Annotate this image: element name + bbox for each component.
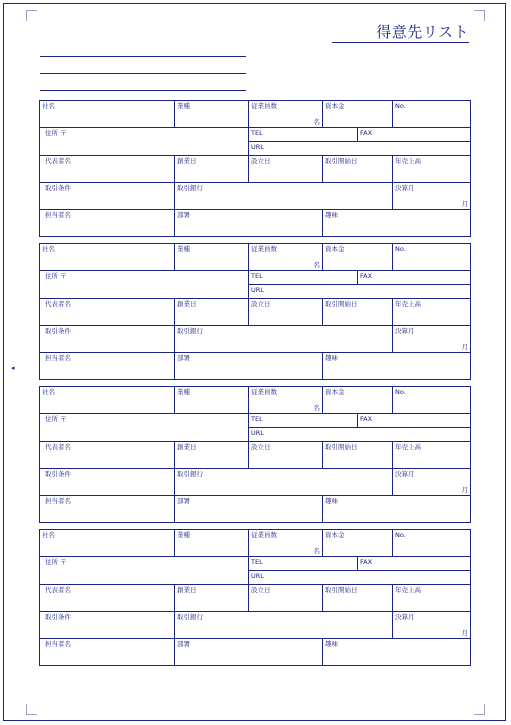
label-contact: 担当者名 [45,640,71,648]
label-trade-terms: 取引条件 [45,184,71,192]
unit-closing-month: 月 [461,629,468,637]
cell-tel[interactable] [249,557,358,571]
label-address: 住所 〒 [45,272,67,280]
cell-trade-terms[interactable] [40,183,175,210]
cell-industry[interactable] [175,387,249,414]
label-representative: 代表者名 [45,586,71,594]
cell-address[interactable] [40,128,249,156]
label-department: 部署 [177,640,190,648]
cell-closing-month[interactable] [393,326,471,353]
label-fax: FAX [360,558,373,566]
cell-contact[interactable] [40,496,175,523]
label-bank: 取引銀行 [177,184,203,192]
label-closing-month: 決算月 [395,470,415,478]
label-trade-start: 取引開始日 [325,300,358,308]
label-department: 部署 [177,354,190,362]
label-representative: 代表者名 [45,300,71,308]
label-founding-date: 創業日 [177,300,197,308]
cell-employees[interactable] [249,101,323,128]
cell-url[interactable] [249,428,471,442]
label-bank: 取引銀行 [177,470,203,478]
cell-representative[interactable] [40,585,175,612]
cell-department[interactable] [175,639,323,666]
label-bank: 取引銀行 [177,327,203,335]
cell-company[interactable] [40,530,175,557]
blank-line[interactable] [40,90,246,91]
unit-closing-month: 月 [461,200,468,208]
label-tel: TEL [251,129,263,137]
label-company: 社名 [42,531,55,539]
label-department: 部署 [177,497,190,505]
cell-address[interactable] [40,557,249,585]
label-bank: 取引銀行 [177,613,203,621]
label-industry: 業種 [177,245,190,253]
cell-employees[interactable] [249,530,323,557]
cell-no[interactable] [393,244,471,271]
cell-established[interactable] [249,156,323,183]
cell-representative[interactable] [40,156,175,183]
cell-established[interactable] [249,442,323,469]
cell-tel[interactable] [249,271,358,285]
blank-line[interactable] [40,56,246,57]
cell-trade-start[interactable] [323,299,393,326]
cell-capital[interactable] [323,387,393,414]
crop-mark-top-right [474,10,485,21]
label-trade-terms: 取引条件 [45,613,71,621]
cell-annual-sales[interactable] [393,585,471,612]
label-trade-start: 取引開始日 [325,157,358,165]
label-address: 住所 〒 [45,129,67,137]
label-hobby: 趣味 [325,640,338,648]
label-tel: TEL [251,558,263,566]
cell-trade-terms[interactable] [40,326,175,353]
cell-url[interactable] [249,571,471,585]
label-fax: FAX [360,272,373,280]
label-department: 部署 [177,211,190,219]
arrow-marker-icon: ◂ [11,364,15,372]
label-tel: TEL [251,415,263,423]
label-capital: 資本金 [325,388,345,396]
unit-closing-month: 月 [461,486,468,494]
cell-no[interactable] [393,387,471,414]
cell-fax[interactable] [358,271,471,285]
cell-trade-terms[interactable] [40,469,175,496]
label-company: 社名 [42,245,55,253]
cell-fax[interactable] [358,557,471,571]
cell-closing-month[interactable] [393,612,471,639]
cell-hobby[interactable] [323,639,471,666]
cell-employees[interactable] [249,387,323,414]
cell-department[interactable] [175,496,323,523]
label-founding-date: 創業日 [177,586,197,594]
label-fax: FAX [360,415,373,423]
label-industry: 業種 [177,102,190,110]
label-employees: 従業員数 [251,102,277,110]
label-trade-start: 取引開始日 [325,443,358,451]
cell-hobby[interactable] [323,210,471,237]
cell-bank[interactable] [175,326,393,353]
label-no: No. [395,531,406,539]
label-industry: 業種 [177,388,190,396]
blank-line[interactable] [40,73,246,74]
label-no: No. [395,245,406,253]
label-url: URL [251,429,264,437]
cell-trade-terms[interactable] [40,612,175,639]
label-no: No. [395,102,406,110]
cell-closing-month[interactable] [393,183,471,210]
label-no: No. [395,388,406,396]
label-capital: 資本金 [325,245,345,253]
label-trade-start: 取引開始日 [325,586,358,594]
label-annual-sales: 年売上高 [395,157,421,165]
cell-founding-date[interactable] [175,299,249,326]
label-established: 設立日 [251,586,271,594]
label-url: URL [251,572,264,580]
record-card [39,529,471,666]
cell-fax[interactable] [358,128,471,142]
cell-hobby[interactable] [323,353,471,380]
cell-url[interactable] [249,142,471,156]
label-established: 設立日 [251,443,271,451]
cell-established[interactable] [249,585,323,612]
label-employees: 従業員数 [251,531,277,539]
cell-representative[interactable] [40,442,175,469]
label-industry: 業種 [177,531,190,539]
label-employees: 従業員数 [251,388,277,396]
cell-url[interactable] [249,285,471,299]
page-title: 得意先リスト [376,23,469,41]
cell-capital[interactable] [323,530,393,557]
cell-bank[interactable] [175,183,393,210]
record-card [39,386,471,523]
label-representative: 代表者名 [45,157,71,165]
label-founding-date: 創業日 [177,443,197,451]
label-founding-date: 創業日 [177,157,197,165]
cell-department[interactable] [175,353,323,380]
cell-company[interactable] [40,387,175,414]
unit-employees: 名 [313,404,320,412]
unit-employees: 名 [313,118,320,126]
cell-trade-start[interactable] [323,156,393,183]
cell-founding-date[interactable] [175,585,249,612]
cell-annual-sales[interactable] [393,299,471,326]
label-company: 社名 [42,102,55,110]
label-capital: 資本金 [325,102,345,110]
label-fax: FAX [360,129,373,137]
cell-bank[interactable] [175,469,393,496]
label-contact: 担当者名 [45,211,71,219]
label-url: URL [251,286,264,294]
unit-employees: 名 [313,547,320,555]
cell-founding-date[interactable] [175,156,249,183]
label-annual-sales: 年売上高 [395,300,421,308]
cell-trade-start[interactable] [323,442,393,469]
cell-annual-sales[interactable] [393,442,471,469]
cell-industry[interactable] [175,244,249,271]
cell-bank[interactable] [175,612,393,639]
label-annual-sales: 年売上高 [395,443,421,451]
cell-tel[interactable] [249,128,358,142]
cell-contact[interactable] [40,210,175,237]
cell-contact[interactable] [40,639,175,666]
label-employees: 従業員数 [251,245,277,253]
cell-trade-start[interactable] [323,585,393,612]
label-address: 住所 〒 [45,558,67,566]
label-established: 設立日 [251,157,271,165]
cell-address[interactable] [40,271,249,299]
title-area [332,22,469,43]
crop-mark-top-left [26,10,37,21]
crop-mark-bottom-left [26,704,37,715]
cell-company[interactable] [40,244,175,271]
label-company: 社名 [42,388,55,396]
cell-address[interactable] [40,414,249,442]
cell-industry[interactable] [175,101,249,128]
cell-no[interactable] [393,101,471,128]
cell-capital[interactable] [323,244,393,271]
label-url: URL [251,143,264,151]
label-closing-month: 決算月 [395,613,415,621]
label-tel: TEL [251,272,263,280]
cell-industry[interactable] [175,530,249,557]
label-established: 設立日 [251,300,271,308]
label-contact: 担当者名 [45,497,71,505]
label-representative: 代表者名 [45,443,71,451]
unit-employees: 名 [313,261,320,269]
record-card [39,243,471,380]
cell-closing-month[interactable] [393,469,471,496]
cell-employees[interactable] [249,244,323,271]
label-annual-sales: 年売上高 [395,586,421,594]
unit-closing-month: 月 [461,343,468,351]
cell-company[interactable] [40,101,175,128]
label-closing-month: 決算月 [395,327,415,335]
label-closing-month: 決算月 [395,184,415,192]
crop-mark-bottom-right [474,704,485,715]
cell-founding-date[interactable] [175,442,249,469]
label-contact: 担当者名 [45,354,71,362]
label-capital: 資本金 [325,531,345,539]
cell-contact[interactable] [40,353,175,380]
cell-annual-sales[interactable] [393,156,471,183]
record-card [39,100,471,237]
label-hobby: 趣味 [325,497,338,505]
cell-no[interactable] [393,530,471,557]
label-trade-terms: 取引条件 [45,470,71,478]
label-trade-terms: 取引条件 [45,327,71,335]
label-address: 住所 〒 [45,415,67,423]
cell-established[interactable] [249,299,323,326]
cell-fax[interactable] [358,414,471,428]
label-hobby: 趣味 [325,354,338,362]
cell-capital[interactable] [323,101,393,128]
cell-representative[interactable] [40,299,175,326]
cell-department[interactable] [175,210,323,237]
label-hobby: 趣味 [325,211,338,219]
cell-hobby[interactable] [323,496,471,523]
cell-tel[interactable] [249,414,358,428]
